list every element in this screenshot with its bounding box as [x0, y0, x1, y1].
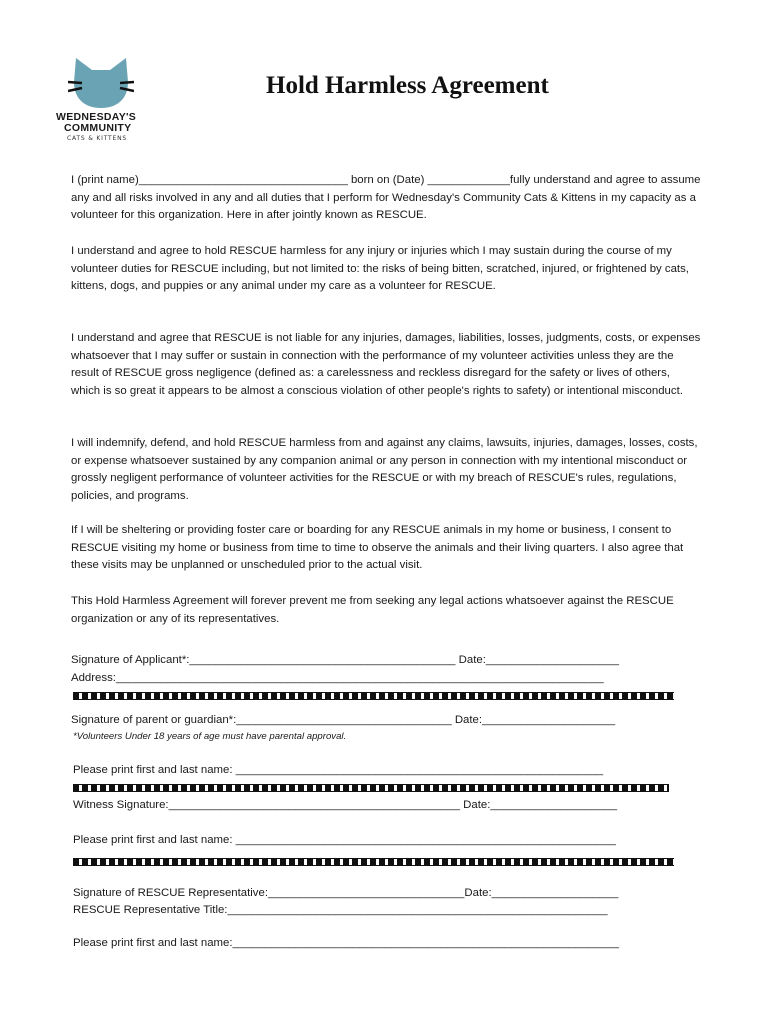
- section-divider: [73, 858, 674, 866]
- guardian-note: *Volunteers Under 18 years of age must have parental approval.: [73, 731, 347, 742]
- applicant-signature-field[interactable]: Signature of Applicant*:__________________________________________ Date:_____________________: [71, 654, 619, 666]
- document-title: Hold Harmless Agreement: [266, 72, 549, 99]
- logo-text-cats-kittens: CATS & KITTENS: [67, 135, 128, 142]
- witness-signature-field[interactable]: Witness Signature:______________________________________________ Date:____________________: [73, 799, 618, 811]
- section-divider: [73, 692, 674, 700]
- logo-text-wednesdays: WEDNESDAY'S: [56, 111, 137, 123]
- section-divider: [73, 784, 669, 792]
- guardian-signature-field[interactable]: Signature of parent or guardian*:__________________________________ Date:_____________________: [71, 714, 616, 726]
- paragraph-foster-visits: If I will be sheltering or providing foster care or boarding for any RESCUE animals in my home or business, I consent to RESCUE visiting my home or business from time to time to observe the animals and their living quarters. I also agree that these visits may be unplanned or unscheduled prior to the actual visit.: [71, 524, 684, 571]
- guardian-print-name-field[interactable]: Please print first and last name: __________________________________________________________: [73, 764, 604, 776]
- logo-text-community: COMMUNITY: [64, 122, 132, 134]
- rescue-rep-print-name-field[interactable]: Please print first and last name:_____________________________________________________________: [73, 937, 619, 949]
- paragraph-indemnify: I will indemnify, defend, and hold RESCUE harmless from and against any claims, lawsuits, injuries, damages, losses, costs, or expense whatsoever sustained by any companion animal or any person in connection with my intentional misconduct or grossly negligent performance of volunteer activities for the RESCUE or with my breach of RESCUE's rules, regulations, policies, and programs.: [71, 437, 698, 502]
- paragraph-hold-harmless-injury: I understand and agree to hold RESCUE harmless for any injury or injuries which I may sustain during the course of my volunteer duties for RESCUE including, but not limited to: the risks of being bitten, scratched, injured, or frightened by cats, kittens, dogs, and puppies or any animal under my care as a volunteer for RESCUE.: [71, 245, 689, 292]
- witness-print-name-field[interactable]: Please print first and last name: ____________________________________________________________: [73, 834, 616, 846]
- paragraph-forever-prevent: This Hold Harmless Agreement will forever prevent me from seeking any legal actions whatsoever against the RESCUE organization or any of its representatives.: [71, 595, 674, 625]
- organization-logo: [56, 56, 152, 142]
- cat-head-icon: [68, 56, 134, 110]
- address-field[interactable]: Address:_____________________________________________________________________________: [71, 672, 604, 684]
- paragraph-assumption-of-risk: I (print name)_________________________________ born on (Date) _____________fully understand and agree to assume any and all risks involved in any and all duties that I perform for Wednesday's Community Cats & Kittens in my capacity as a volunteer for this organization. Here in after jointly known as RESCUE.: [71, 174, 701, 221]
- rescue-rep-title-field[interactable]: RESCUE Representative Title:____________________________________________________________: [73, 904, 608, 916]
- rescue-rep-signature-field[interactable]: Signature of RESCUE Representative:_______________________________Date:____________________: [73, 887, 619, 899]
- paragraph-liability: I understand and agree that RESCUE is not liable for any injuries, damages, liabilities, losses, judgments, costs, or expenses whatsoever that I may suffer or sustain in connection with the performance of my volunteer activities unless they are the result of RESCUE gross negligence (defined as: a carelessness and reckless disregard for the safety or lives of others, which is so great it appears to be almost a conscious violation of other people's rights to safety) or intentional misconduct.: [71, 332, 701, 397]
